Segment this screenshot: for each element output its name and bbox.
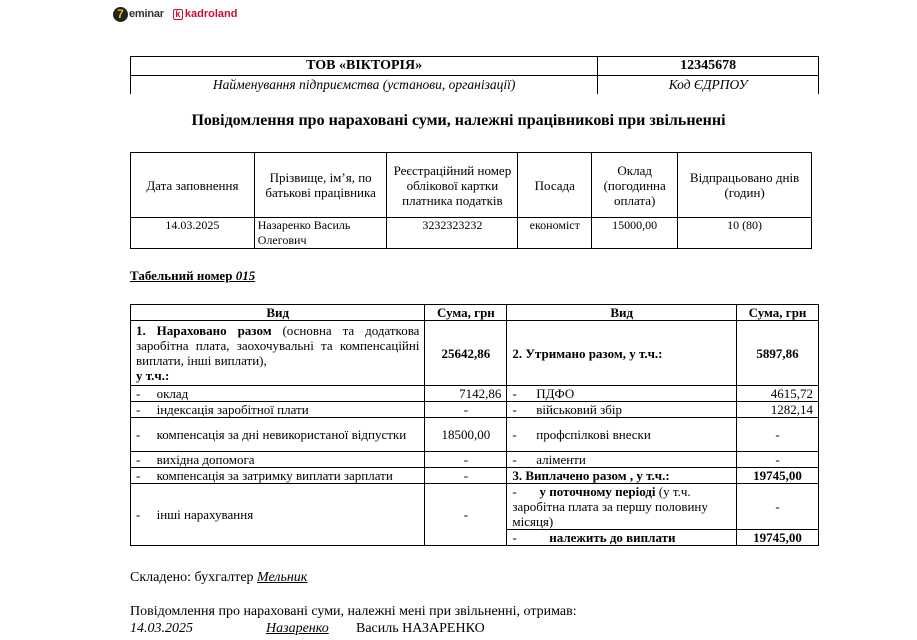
logo-bar — [113, 5, 237, 23]
code-caption: Код ЄДРПОУ — [598, 76, 819, 95]
col-type-left: Вид — [131, 305, 425, 321]
accountant-signature: Мельник — [257, 570, 308, 585]
paid-total-sum: 19745,00 — [737, 468, 819, 484]
table-row: - інші нарахування — [131, 484, 425, 546]
paid-total-label: 3. Виплачено разом , у т.ч.: — [507, 468, 737, 484]
indexation-sum: - — [425, 402, 507, 418]
table-row: - компенсація за дні невикористаної відпустки — [131, 418, 425, 452]
pit-sum: 4615,72 — [737, 386, 819, 402]
employee-info-table — [130, 152, 812, 249]
military-levy-sum: 1282,14 — [737, 402, 819, 418]
header-salary: Оклад (погодинна оплата) — [592, 153, 678, 218]
kadroland-logo-text: kadroland — [184, 8, 238, 20]
edrpou-code: 12345678 — [598, 57, 819, 76]
salary-sum: 7142,86 — [425, 386, 507, 402]
composed-by — [130, 570, 307, 586]
withheld-total-label: 2. Утримано разом, у т.ч.: — [507, 321, 737, 386]
tab-number-label: Табельний номер — [130, 268, 233, 283]
alimony-sum: - — [737, 452, 819, 468]
accrued-including: у т.ч.: — [136, 368, 170, 383]
received-statement: Повідомлення про нараховані суми, належні мені при звільненні, отримав: — [130, 604, 577, 619]
value-salary: 15000,00 — [592, 218, 678, 249]
tab-number — [130, 268, 255, 284]
composed-label: Складено: бухгалтер — [130, 570, 254, 585]
table-row: - вихідна допомога — [131, 452, 425, 468]
current-period-label: - у поточному періоді (у т.ч. заробітна плата за першу половину місяця) — [507, 484, 737, 530]
due-label: - належить до виплати — [507, 530, 737, 546]
header-date: Дата заповнення — [131, 153, 255, 218]
col-sum-right: Сума, грн — [737, 305, 819, 321]
header-days-worked: Відпрацьовано днів (годин) — [678, 153, 812, 218]
value-position: економіст — [518, 218, 592, 249]
kadroland-logo-icon: k — [173, 9, 183, 20]
employee-signature: Назаренко — [266, 621, 329, 636]
employee-name: Василь НАЗАРЕНКО — [356, 621, 485, 636]
current-period-sum: - — [737, 484, 819, 530]
document-title: Повідомлення про нараховані суми, належні працівникові при звільненні — [191, 112, 726, 129]
severance-sum: - — [425, 452, 507, 468]
withheld-total-sum: 5897,86 — [737, 321, 819, 386]
col-sum-left: Сума, грн — [425, 305, 507, 321]
accrued-total-title: 1. Нараховано разом — [136, 323, 272, 338]
accruals-table — [130, 304, 819, 546]
company-caption: Найменування підприємства (установи, організації) — [131, 76, 598, 95]
header-position: Посада — [518, 153, 592, 218]
value-date: 14.03.2025 — [131, 218, 255, 249]
vacation-compensation-sum: 18500,00 — [425, 418, 507, 452]
accrued-total-desc: (основна та додаткова заробітна плата, заохочувальні та компенсаційні виплати, інші виплати), — [136, 323, 420, 368]
tab-number-value: 015 — [235, 268, 256, 283]
due-sum: 19745,00 — [737, 530, 819, 546]
accrued-total-sum: 25642,86 — [425, 321, 507, 386]
other-accruals-sum: - — [425, 484, 507, 546]
table-row: - компенсація за затримку виплати зарплати — [131, 468, 425, 484]
employee-sign-row — [130, 621, 485, 637]
table-row: - аліменти — [507, 452, 737, 468]
company-header-table — [130, 56, 819, 94]
table-row: - ПДФО — [507, 386, 737, 402]
table-row: - оклад — [131, 386, 425, 402]
received-date: 14.03.2025 — [130, 621, 193, 636]
seminar-logo-icon: 7 — [113, 7, 128, 22]
table-row: - профспілкові внески — [507, 418, 737, 452]
value-taxpayer-number: 3232323232 — [387, 218, 518, 249]
value-days-worked: 10 (80) — [678, 218, 812, 249]
seminar-logo-text: eminar — [129, 8, 164, 20]
header-taxpayer-number: Реєстраційний номер облікової картки платника податків — [387, 153, 518, 218]
union-fees-sum: - — [737, 418, 819, 452]
delay-compensation-sum: - — [425, 468, 507, 484]
value-fullname: Назаренко Василь Олегович — [254, 218, 387, 249]
header-fullname: Прізвище, ім’я, по батькові працівника — [254, 153, 387, 218]
accrued-total-label — [131, 321, 425, 386]
table-row: - військовий збір — [507, 402, 737, 418]
table-row: - індексація заробітної плати — [131, 402, 425, 418]
company-name: ТОВ «ВІКТОРІЯ» — [131, 57, 598, 76]
col-type-right: Вид — [507, 305, 737, 321]
